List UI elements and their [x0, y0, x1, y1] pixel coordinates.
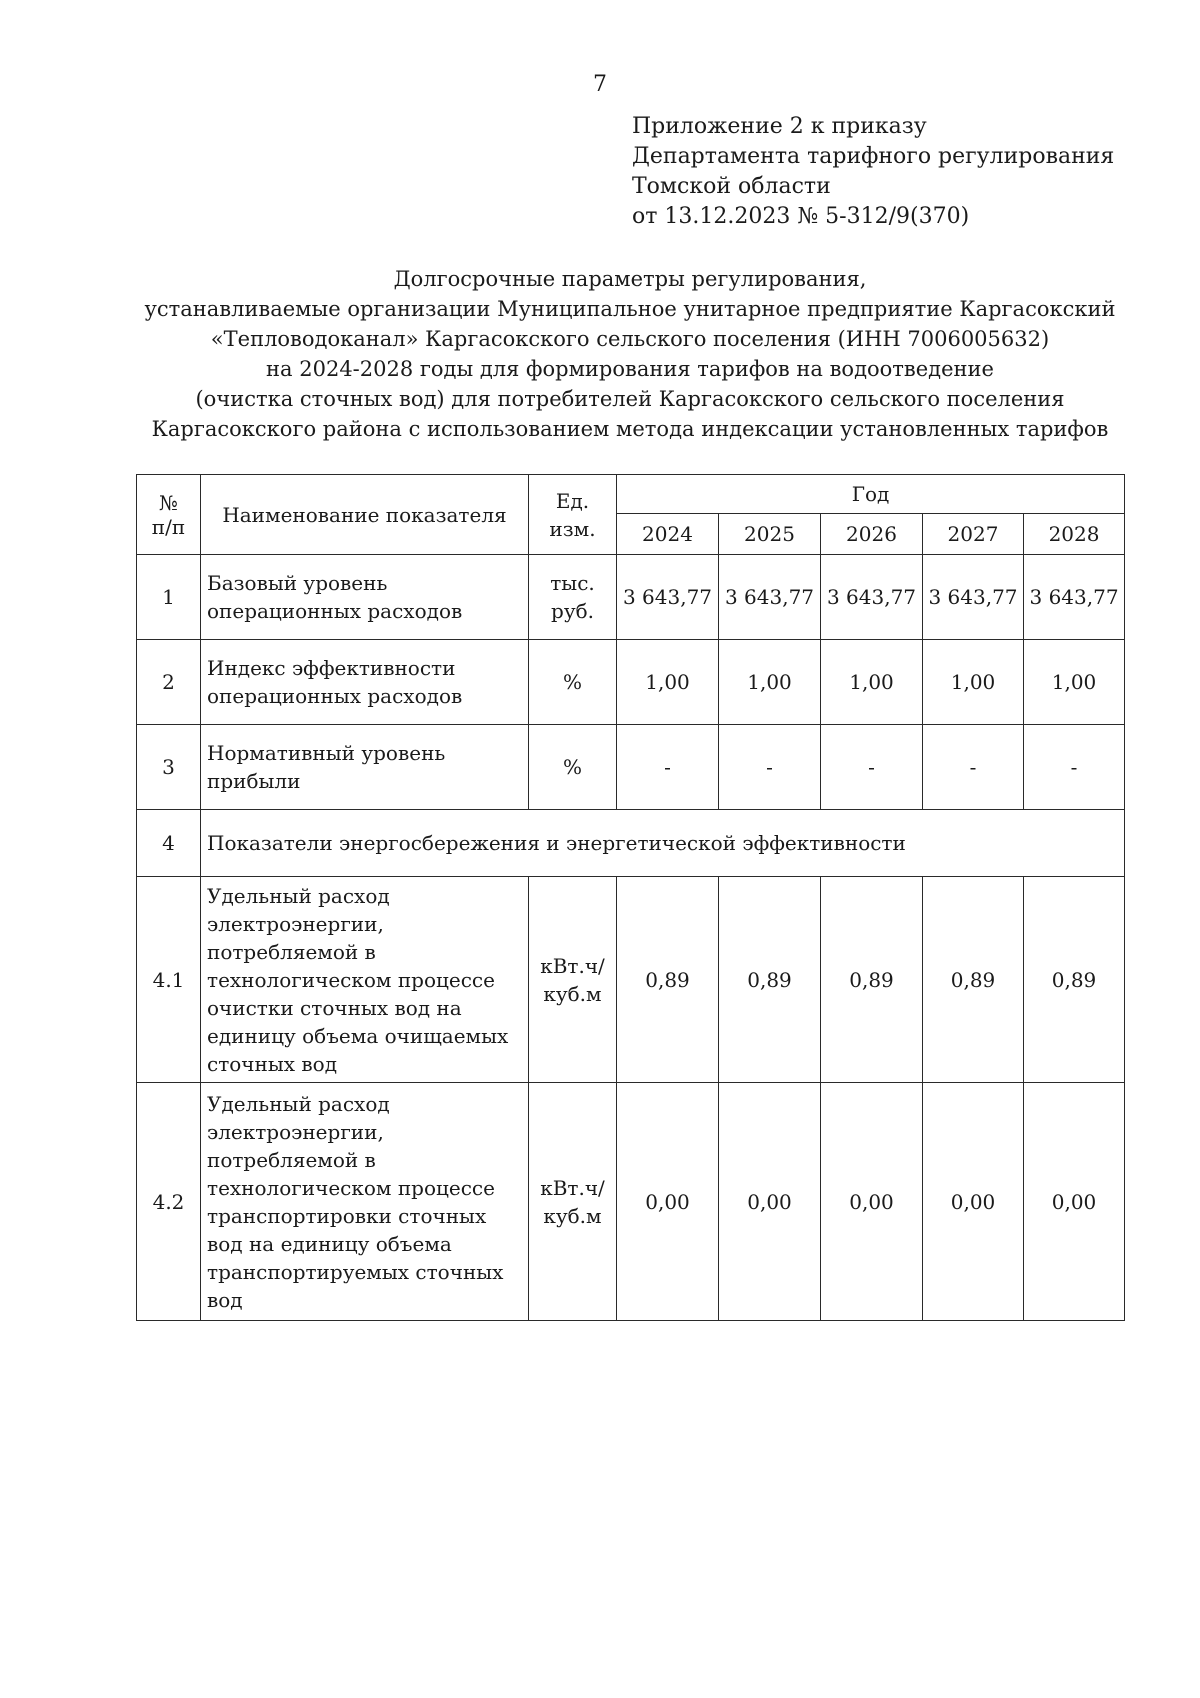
title-line: Долгосрочные параметры регулирования, — [393, 267, 867, 291]
row-name-line: технологическом процессе — [207, 967, 495, 992]
header-year-group: Год — [617, 475, 1125, 514]
row-value: 3 643,77 — [923, 555, 1024, 640]
title-line: на 2024-2028 годы для формирования тарифов на водоотведение — [266, 357, 994, 381]
row-num: 4 — [137, 810, 201, 877]
row-name-line: единицу объема очищаемых — [207, 1023, 509, 1048]
row-value: 0,89 — [719, 877, 821, 1083]
row-name-line: Удельный расход — [207, 1091, 390, 1116]
row-unit-line: тыс. — [550, 571, 595, 595]
row-unit-line: куб.м — [543, 981, 602, 1006]
row-unit: % — [529, 725, 617, 810]
row-name — [201, 1083, 529, 1321]
row-name-line: сточных вод — [207, 1051, 338, 1076]
header-unit-line: изм. — [549, 516, 596, 541]
header-num — [137, 475, 201, 555]
appendix-line: Департамента тарифного регулирования — [632, 144, 1115, 169]
row-name-line: Удельный расход — [207, 883, 390, 908]
appendix-line: Томской области — [632, 174, 831, 199]
header-year: 2026 — [821, 514, 923, 555]
row-value: 1,00 — [923, 640, 1024, 725]
row-value: 0,00 — [923, 1083, 1024, 1321]
row-unit — [529, 877, 617, 1083]
row-value: 1,00 — [719, 640, 821, 725]
row-name-line: транспортируемых сточных — [207, 1259, 504, 1284]
row-value: 0,00 — [617, 1083, 719, 1321]
row-value: - — [617, 725, 719, 810]
row-name-line: вод — [207, 1287, 243, 1312]
row-value: 3 643,77 — [1024, 555, 1125, 640]
row-name-line: Базовый уровень — [207, 571, 388, 595]
header-year: 2028 — [1024, 514, 1125, 555]
row-value: 3 643,77 — [617, 555, 719, 640]
row-value: 1,00 — [617, 640, 719, 725]
row-name-line: Индекс эффективности — [207, 656, 456, 680]
row-value: - — [923, 725, 1024, 810]
table-row — [137, 877, 1125, 1083]
header-unit — [529, 475, 617, 555]
document-title — [80, 264, 1180, 444]
title-line: (очистка сточных вод) для потребителей Каргасокского сельского поселения — [195, 387, 1065, 411]
row-unit-line: руб. — [551, 599, 594, 623]
row-unit-line: куб.м — [543, 1203, 602, 1228]
header-num-line: № — [159, 490, 178, 515]
row-name-line: транспортировки сточных — [207, 1203, 487, 1228]
row-name-line: операционных расходов — [207, 599, 463, 623]
row-num: 3 — [137, 725, 201, 810]
section-title: Показатели энергосбережения и энергетической эффективности — [201, 810, 1125, 877]
appendix-line: Приложение 2 к приказу — [632, 114, 927, 139]
table-row — [137, 555, 1125, 640]
title-line: устанавливаемые организации Муниципальное унитарное предприятие Каргасокский — [144, 297, 1116, 321]
appendix-line: от 13.12.2023 № 5-312/9(370) — [632, 204, 970, 229]
table-row — [137, 725, 1125, 810]
row-unit-line: кВт.ч/ — [540, 953, 605, 978]
row-value: 1,00 — [1024, 640, 1125, 725]
table-row — [137, 1083, 1125, 1321]
row-name — [201, 877, 529, 1083]
row-value: - — [821, 725, 923, 810]
row-name-line: прибыли — [207, 769, 301, 793]
header-year: 2025 — [719, 514, 821, 555]
row-value: 0,89 — [1024, 877, 1125, 1083]
row-unit: % — [529, 640, 617, 725]
header-year: 2024 — [617, 514, 719, 555]
header-row — [137, 475, 1125, 514]
header-num-line: п/п — [151, 514, 186, 539]
row-name — [201, 640, 529, 725]
row-value: - — [719, 725, 821, 810]
row-name-line: операционных расходов — [207, 684, 463, 708]
row-name-line: Нормативный уровень — [207, 741, 446, 765]
title-line: «Тепловодоканал» Каргасокского сельского поселения (ИНН 7006005632) — [210, 327, 1050, 351]
row-value: 3 643,77 — [821, 555, 923, 640]
row-name-line: потребляемой в — [207, 1147, 376, 1172]
row-name — [201, 555, 529, 640]
row-name-line: электроэнергии, — [207, 911, 384, 936]
row-value: 0,89 — [821, 877, 923, 1083]
row-num: 1 — [137, 555, 201, 640]
row-value: 1,00 — [821, 640, 923, 725]
header-unit-line: Ед. — [555, 488, 590, 513]
table-row — [137, 640, 1125, 725]
row-value: - — [1024, 725, 1125, 810]
row-value: 0,89 — [617, 877, 719, 1083]
row-num: 4.1 — [137, 877, 201, 1083]
row-name-line: очистки сточных вод на — [207, 995, 462, 1020]
row-unit-line: кВт.ч/ — [540, 1175, 605, 1200]
header-name: Наименование показателя — [201, 475, 529, 555]
row-name — [201, 725, 529, 810]
row-value: 0,89 — [923, 877, 1024, 1083]
row-unit — [529, 555, 617, 640]
row-name-line: технологическом процессе — [207, 1175, 495, 1200]
row-value: 0,00 — [719, 1083, 821, 1321]
row-num: 4.2 — [137, 1083, 201, 1321]
row-unit — [529, 1083, 617, 1321]
row-name-line: электроэнергии, — [207, 1119, 384, 1144]
section-row — [137, 810, 1125, 877]
row-value: 3 643,77 — [719, 555, 821, 640]
row-num: 2 — [137, 640, 201, 725]
header-year: 2027 — [923, 514, 1024, 555]
page-number: 7 — [593, 72, 607, 97]
row-value: 0,00 — [821, 1083, 923, 1321]
row-name-line: вод на единицу объема — [207, 1231, 452, 1256]
parameters-table — [136, 474, 1125, 1321]
title-line: Каргасокского района с использованием метода индексации установленных тарифов — [151, 417, 1109, 441]
row-name-line: потребляемой в — [207, 939, 376, 964]
row-value: 0,00 — [1024, 1083, 1125, 1321]
appendix-block — [632, 112, 1114, 232]
